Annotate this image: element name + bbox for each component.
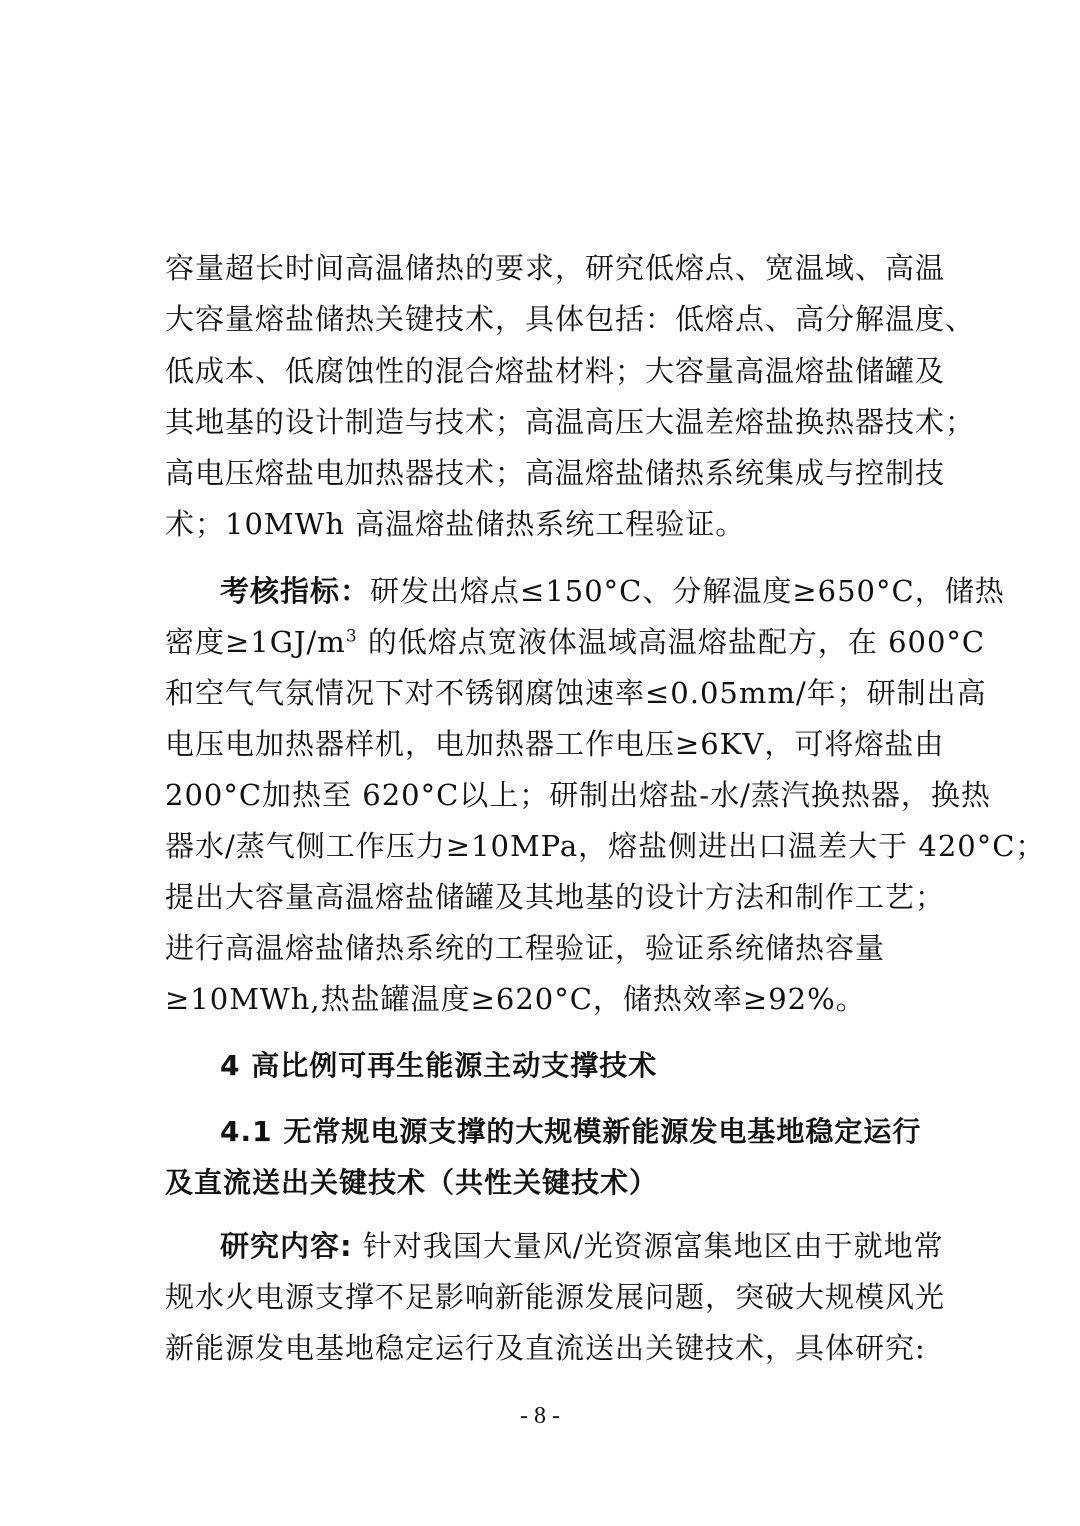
assessment-line: 200°C加热至 620°C以上；研制出熔盐-水/蒸汽换热器，换热: [165, 778, 991, 812]
subsection-heading: 4.1 无常规电源支撑的大规模新能源发电基地稳定运行: [220, 1115, 922, 1148]
assessment-line: 进行高温熔盐储热系统的工程验证，验证系统储热容量: [165, 931, 886, 965]
assessment-line: 和空气气氛情况下对不锈钢腐蚀速率≤0.05mm/年；研制出高: [165, 676, 987, 710]
paragraph-line: 其地基的设计制造与技术；高温高压大温差熔盐换热器技术；: [165, 405, 976, 439]
assessment-line: 器水/蒸气侧工作压力≥10MPa，熔盐侧进出口温差大于 420°C；: [165, 829, 1046, 863]
assessment-text: 密度≥1GJ/m: [165, 625, 346, 659]
assessment-line: 电压电加热器样机，电加热器工作电压≥6KV，可将熔盐由: [165, 727, 945, 761]
assessment-text: 研发出熔点≤150°C、分解温度≥650°C，储热: [370, 574, 1005, 608]
paragraph-line: 容量超长时间高温储热的要求，研究低熔点、宽温域、高温: [165, 251, 946, 285]
assessment-label: 考核指标：: [220, 574, 371, 608]
paragraph-line: 术；10MWh 高温熔盐储热系统工程验证。: [165, 507, 746, 541]
research-line: 规水火电源支撑不足影响新能源发展问题，突破大规模风光: [165, 1280, 946, 1314]
section-heading: 4 高比例可再生能源主动支撑技术: [220, 1049, 658, 1082]
paragraph-line: 大容量熔盐储热关键技术，具体包括：低熔点、高分解温度、: [165, 302, 976, 336]
superscript: 3: [345, 626, 358, 647]
research-line: 新能源发电基地稳定运行及直流送出关键技术，具体研究:: [165, 1331, 926, 1365]
research-text: 针对我国大量风/光资源富集地区由于就地常: [352, 1229, 944, 1263]
research-label: 研究内容:: [220, 1229, 353, 1263]
assessment-first-line: [220, 573, 1005, 609]
paragraph-line: 高电压熔盐电加热器技术；高温熔盐储热系统集成与控制技: [165, 456, 946, 490]
assessment-text: 的低熔点宽液体温域高温熔盐配方，在 600°C: [357, 625, 986, 659]
assessment-line: ≥10MWh,热盐罐温度≥620°C，储热效率≥92%。: [165, 982, 866, 1016]
paragraph-line: 低成本、低腐蚀性的混合熔盐材料；大容量高温熔盐储罐及: [165, 354, 946, 388]
page-number: - 8 -: [520, 1403, 560, 1429]
subsection-heading: 及直流送出关键技术（共性关键技术）: [165, 1166, 659, 1199]
assessment-line: 提出大容量高温熔盐储罐及其地基的设计方法和制作工艺；: [165, 880, 946, 914]
research-first-line: [220, 1228, 944, 1264]
assessment-second-line: [165, 624, 985, 660]
